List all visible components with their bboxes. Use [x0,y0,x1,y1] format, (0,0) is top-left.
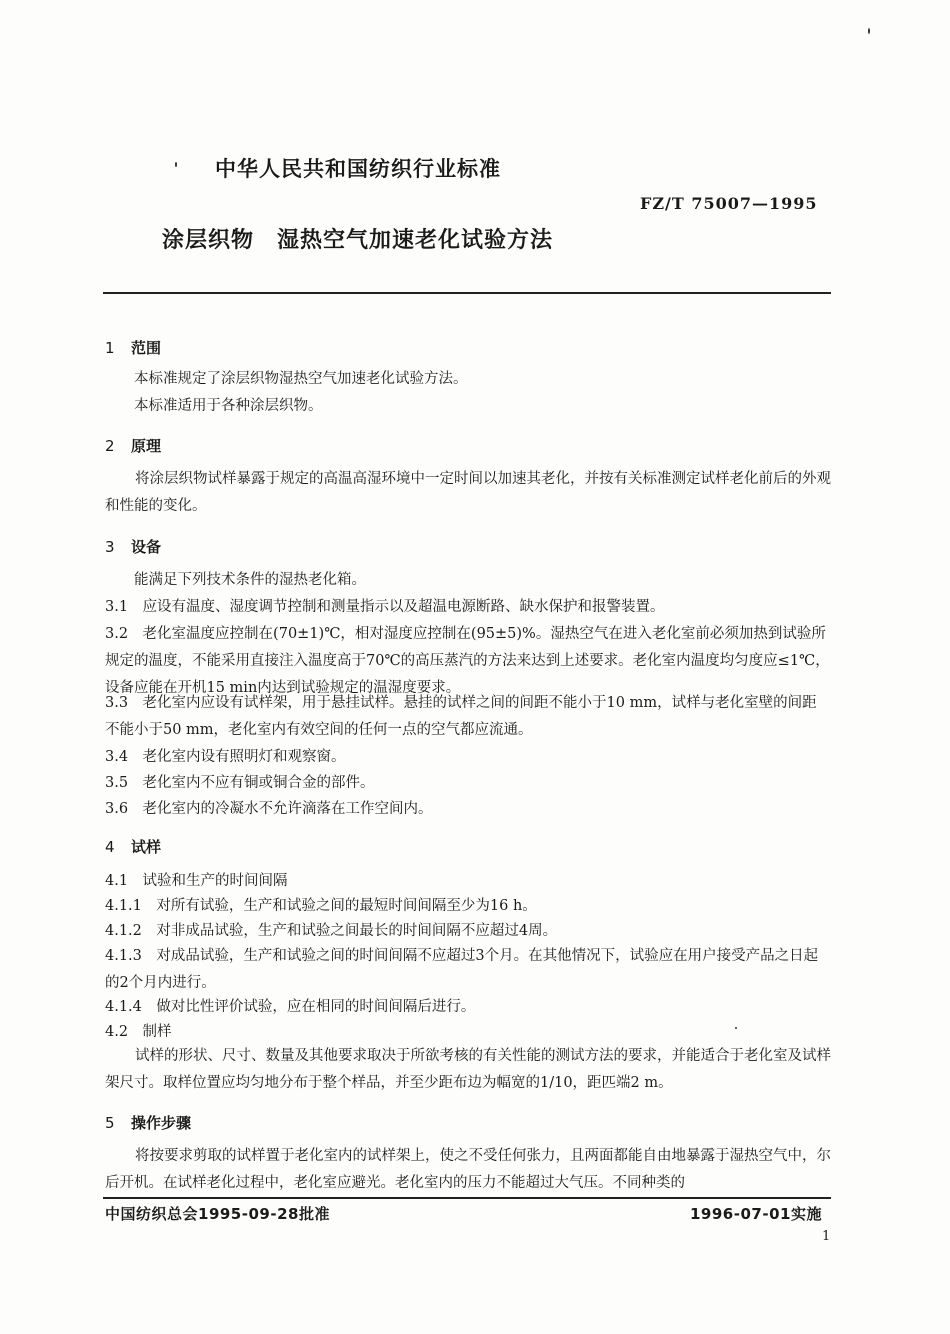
section-2-heading: 2 原理 [105,437,162,455]
document-title: 涂层织物 湿热空气加速老化试验方法 [162,228,554,253]
clause-4-1-1: 4.1.1 对所有试验，生产和试验之间的最短时间间隔至少为16 h。 [105,898,537,914]
title-rule [103,292,831,294]
section-2-para-1: 将涂层织物试样暴露于规定的高温高湿环境中一定时间以加速其老化，并按有关标准测定试样老化前后的外观和性能的变化。 [105,471,831,514]
clause-4-1-3: 4.1.3 对成品试验，生产和试验之间的时间间隔不应超过3个月。在其他情况下，试验应在用户接受产品之日起的2个月内进行。 [105,948,819,991]
section-1-para-1: 本标准规定了涂层织物湿热空气加速老化试验方法。 [134,371,468,387]
clause-4-1: 4.1 试验和生产的时间间隔 [105,873,288,889]
scan-speck [175,162,177,167]
clause-3-4: 3.4 老化室内设有照明灯和观察窗。 [105,749,346,765]
clause-3-2: 3.2 老化室温度应控制在(70±1)℃，相对湿度应控制在(95±5)%。湿热空气在进入老化室前必须加热到试验所规定的温度，不能采用直接注入温度高于70℃的高压蒸汽的方法来达到上述要求。老化室内温度均匀度应≤1℃，设备应能在开机15 min内达到试验规定的温湿度要求。 [105,626,830,696]
section-1-heading: 1 范围 [105,339,162,357]
section-5-para-1: 将按要求剪取的试样置于老化室内的试样架上，使之不受任何张力，且两面都能自由地暴露于湿热空气中，尔后开机。在试样老化过程中，老化室应避光。老化室内的压力不能超过大气压。不同种类的 [105,1148,831,1191]
standard-number: FZ/T 75007—1995 [640,194,818,213]
clause-4-2-para: 试样的形状、尺寸、数量及其他要求取决于所欲考核的有关性能的测试方法的要求，并能适合于老化室及试样架尺寸。取样位置应均匀地分布于整个样品，并至少距布边为幅宽的1/10，距匹端2 m。 [105,1048,831,1091]
page-number: 1 [822,1229,831,1244]
effective-line: 1996-07-01实施 [690,1205,822,1223]
footer-rule [103,1197,831,1199]
section-4-heading: 4 试样 [105,838,162,856]
section-3-heading: 3 设备 [105,538,162,556]
clause-4-1-4: 4.1.4 做对比性评价试验，应在相同的时间间隔后进行。 [105,999,476,1015]
clause-3-6: 3.6 老化室内的冷凝水不允许滴落在工作空间内。 [105,801,433,817]
clause-3-3: 3.3 老化室内应设有试样架，用于悬挂试样。悬挂的试样之间的间距不能小于10 mm，试样与老化室壁的间距不能小于50 mm，老化室内有效空间的任何一点的空气都应流通。 [105,695,817,738]
section-3-intro: 能满足下列技术条件的湿热老化箱。 [134,572,366,588]
section-4-title: 试样 [131,838,162,856]
org-title: 中华人民共和国纺织行业标准 [215,157,501,181]
clause-4-2: 4.2 制样 [105,1024,172,1040]
scan-speck [868,28,870,34]
approval-line: 中国纺织总会1995-09-28批准 [105,1205,330,1223]
section-5-heading: 5 操作步骤 [105,1114,192,1132]
section-5-title: 操作步骤 [131,1114,192,1132]
clause-4-1-2: 4.1.2 对非成品试验，生产和试验之间最长的时间间隔不应超过4周。 [105,923,558,939]
section-1-para-2: 本标准适用于各种涂层织物。 [134,398,323,414]
section-1-title: 范围 [131,339,162,357]
section-3-title: 设备 [131,538,162,556]
section-2-title: 原理 [131,437,162,455]
clause-3-1: 3.1 应设有温度、湿度调节控制和测量指示以及超温电源断路、缺水保护和报警装置。 [105,599,665,615]
clause-3-5: 3.5 老化室内不应有铜或铜合金的部件。 [105,775,375,791]
